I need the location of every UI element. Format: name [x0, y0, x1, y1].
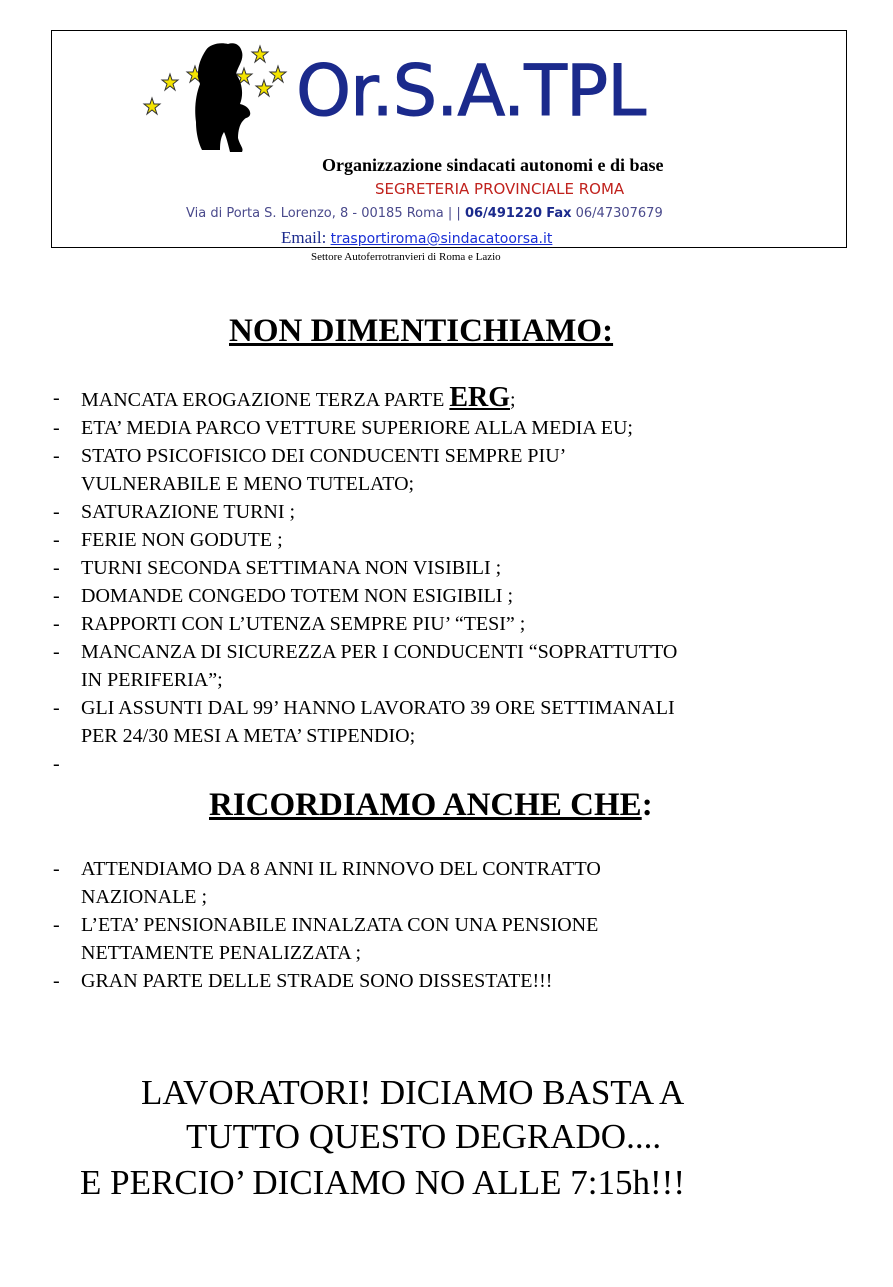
list-item: - TURNI SECONDA SETTIMANA NON VISIBILI ; [53, 557, 502, 579]
bear-with-stars-icon [140, 38, 300, 158]
list-item-text: GLI ASSUNTI DAL 99’ HANNO LAVORATO 39 ORE SETTIMANALI PER 24/30 MESI A META’ STIPENDIO; [81, 697, 675, 747]
list-item: - GLI ASSUNTI DAL 99’ HANNO LAVORATO 39 ORE SETTIMANALI PER 24/30 MESI A META’ STIPENDIO; [53, 697, 675, 747]
secretariat-title: SEGRETERIA PROVINCIALE ROMA [375, 180, 625, 198]
list-item: - GRAN PARTE DELLE STRADE SONO DISSESTATE!!! [53, 970, 553, 992]
fax-label: Fax [546, 206, 572, 221]
email-link[interactable]: trasportiroma@sindacatoorsa.it [330, 231, 553, 247]
fax-number: 06/47307679 [575, 206, 663, 221]
list-item-text: GRAN PARTE DELLE STRADE SONO DISSESTATE!!! [81, 970, 553, 992]
logo-wordmark: Or.S.A.TPL [296, 50, 646, 132]
closing-line-3: E PERCIO’ DICIAMO NO ALLE 7:15h!!! [80, 1163, 685, 1202]
list-item: - DOMANDE CONGEDO TOTEM NON ESIGIBILI ; [53, 585, 514, 607]
grievance-list: - MANCATA EROGAZIONE TERZA PARTE ERG; - ETA’ MEDIA PARCO VETTURE SUPERIORE ALLA MEDIA EU; - STATO PSICOFISICO DEI CONDUCENTI SEMPRE PIU’ VULNERABILE E MENO TUTELATO; - SATURAZIONE TURNI ; - FERIE NON GODUTE ; - TURNI SECONDA SETTIMANA NON VISIBILI ; - DOMANDE CONGEDO TOTEM NON ESIGIBILI ; - RAPPORTI CON L’UTENZA SEMPRE PIU’ “TESI” ; - MANCANZA DI SICUREZZA PER I CONDUCENTI “SOPRATTUTTO IN PERIFERIA”; - GLI ASSUNTI DAL 99’ HANNO LAVORATO 39 ORE SETTIMANALI PER 24/30 MESI A META’ STIPENDIO; - [53, 384, 853, 750]
address-separator: | | [443, 206, 465, 221]
list-item-text: MANCATA EROGAZIONE TERZA PARTE [81, 389, 450, 411]
list-item: - STATO PSICOFISICO DEI CONDUCENTI SEMPRE PIU’ VULNERABILE E MENO TUTELATO; [53, 445, 567, 495]
email-label: Email: [281, 228, 327, 247]
list-item-text: SATURAZIONE TURNI ; [81, 501, 296, 523]
erg-emphasis: ERG [449, 382, 511, 413]
phone-number: 06/491220 [464, 206, 543, 221]
list-item-text: TURNI SECONDA SETTIMANA NON VISIBILI ; [81, 557, 502, 579]
list-item-text: ETA’ MEDIA PARCO VETTURE SUPERIORE ALLA MEDIA EU; [81, 417, 633, 439]
list-item-text: ATTENDIAMO DA 8 ANNI IL RINNOVO DEL CONTRATTO NAZIONALE ; [81, 858, 601, 908]
list-item-text: STATO PSICOFISICO DEI CONDUCENTI SEMPRE PIU’ VULNERABILE E MENO TUTELATO; [81, 445, 567, 495]
section-heading-text: RICORDIAMO ANCHE CHE [209, 787, 642, 823]
list-item: - RAPPORTI CON L’UTENZA SEMPRE PIU’ “TESI” ; [53, 613, 526, 635]
reminder-list [53, 855, 813, 995]
section-heading-ricordiamo [209, 787, 653, 824]
organization-name: Organizzazione sindacati autonomi e di base [322, 155, 664, 175]
list-item-text: RAPPORTI CON L’UTENZA SEMPRE PIU’ “TESI” ; [81, 613, 526, 635]
list-item: - FERIE NON GODUTE ; [53, 529, 283, 551]
list-item-text: DOMANDE CONGEDO TOTEM NON ESIGIBILI ; [81, 585, 514, 607]
list-item: - MANCANZA DI SICUREZZA PER I CONDUCENTI “SOPRATTUTTO IN PERIFERIA”; [53, 641, 678, 691]
list-item-text: L’ETA’ PENSIONABILE INNALZATA CON UNA PENSIONE NETTAMENTE PENALIZZATA ; [81, 914, 599, 964]
sector-caption: Settore Autoferrotranvieri di Roma e Lazio [311, 251, 501, 263]
list-item-suffix: ; [510, 389, 516, 411]
list-item: - MANCATA EROGAZIONE TERZA PARTE ERG; [53, 382, 516, 413]
list-item-text: MANCANZA DI SICUREZZA PER I CONDUCENTI “SOPRATTUTTO IN PERIFERIA”; [81, 641, 678, 691]
list-item: - SATURAZIONE TURNI ; [53, 501, 296, 523]
closing-line-1: LAVORATORI! DICIAMO BASTA A [141, 1073, 685, 1112]
section-heading-colon: : [641, 787, 653, 823]
section-heading-non-dimentichiamo: NON DIMENTICHIAMO: [229, 313, 614, 349]
list-item: - L’ETA’ PENSIONABILE INNALZATA CON UNA PENSIONE NETTAMENTE PENALIZZATA ; [53, 914, 599, 964]
list-item-text: FERIE NON GODUTE ; [81, 529, 283, 551]
contact-line [186, 206, 663, 221]
closing-line-2: TUTTO QUESTO DEGRADO.... [186, 1117, 662, 1156]
bear-silhouette [195, 43, 250, 152]
email-line [281, 228, 552, 248]
list-item: - ETA’ MEDIA PARCO VETTURE SUPERIORE ALLA MEDIA EU; [53, 417, 633, 439]
postal-address: Via di Porta S. Lorenzo, 8 - 00185 Roma [186, 206, 444, 221]
list-item: - ATTENDIAMO DA 8 ANNI IL RINNOVO DEL CONTRATTO NAZIONALE ; [53, 858, 601, 908]
